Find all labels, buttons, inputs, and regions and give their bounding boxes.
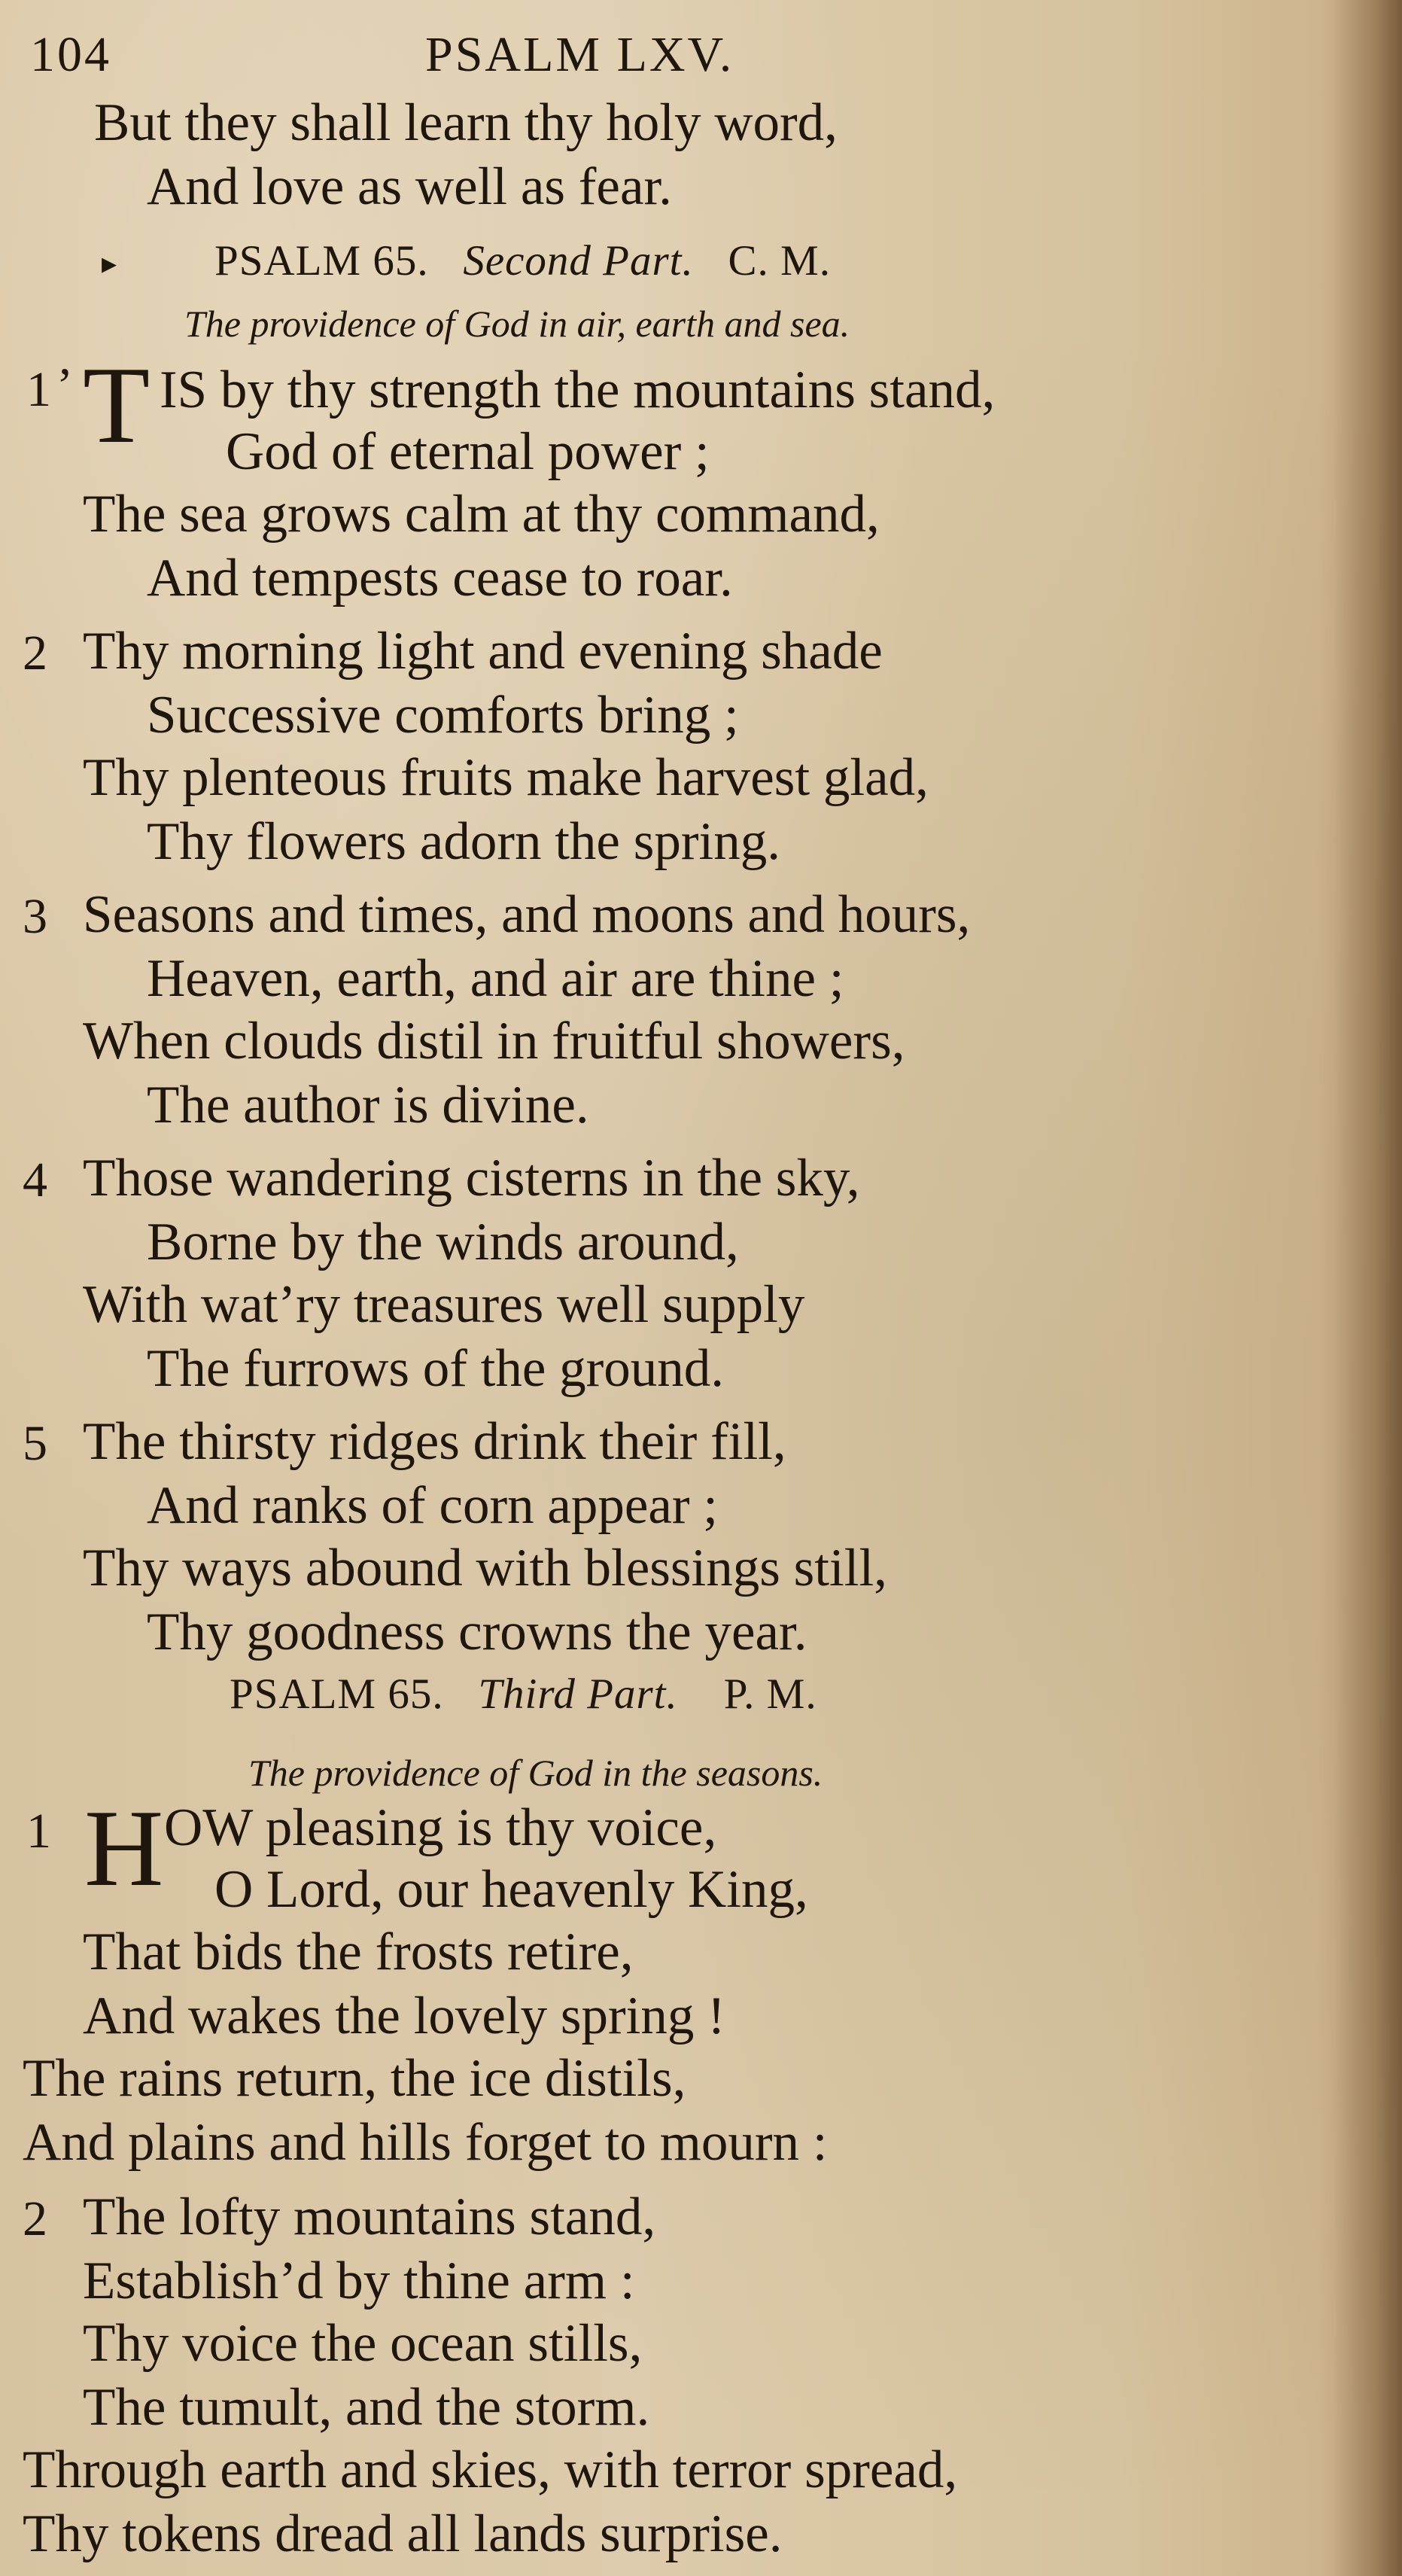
page-edge-shadow [1334, 0, 1402, 2576]
part3-stanza-1-line-1: OW pleasing is thy voice, [164, 1798, 717, 1857]
part2-stanza-4-line-4: The furrows of the ground. [147, 1339, 724, 1398]
part2-stanza-3-line-1: Seasons and times, and moons and hours, [83, 885, 971, 944]
part3-stanza-2-number: 2 [23, 2191, 47, 2246]
part3-stanza-1-number: 1 [26, 1804, 51, 1859]
part2-stanza-3-line-2: Heaven, earth, and air are thine ; [147, 949, 844, 1008]
part3-stanza-1-line-2: O Lord, our heavenly King, [214, 1860, 808, 1919]
carryover-line-1: But they shall learn thy holy word, [94, 93, 838, 152]
part3-stanza-2-line-2: Establish’d by thine arm : [83, 2252, 635, 2310]
part3-stanza-2-line-3: Thy voice the ocean stills, [83, 2314, 643, 2373]
part3-drop-cap: H [84, 1787, 164, 1909]
part2-stanza-2-line-1: Thy morning light and evening shade [83, 622, 883, 681]
part2-stanza-5-line-2: And ranks of corn appear ; [147, 1476, 719, 1535]
part3-stanza-1-line-3: That bids the frosts retire, [83, 1923, 634, 1981]
part2-stanza-4-number: 4 [23, 1153, 47, 1207]
part2-stanza-2-line-3: Thy plenteous fruits make harvest glad, [83, 748, 929, 807]
part3-heading-part: Third Part. [478, 1670, 678, 1718]
part2-drop-cap: T [83, 344, 151, 466]
part2-stanza-2-line-4: Thy flowers adorn the spring. [147, 812, 780, 871]
part2-stanza-5-line-3: Thy ways abound with blessings still, [83, 1539, 887, 1597]
part2-stanza-5-number: 5 [23, 1416, 47, 1471]
part2-stanza-1-line-3: The sea grows calm at thy command, [83, 485, 880, 544]
part3-argument: The providence of God in the seasons. [248, 1752, 823, 1794]
part2-heading [214, 237, 831, 285]
part2-stanza-3-number: 3 [23, 889, 47, 944]
part2-stanza-4-line-2: Borne by the winds around, [147, 1213, 739, 1271]
part3-heading [230, 1670, 817, 1718]
part2-heading-psalm: PSALM 65. [214, 237, 429, 285]
part2-stanza-2-number: 2 [23, 626, 47, 681]
part3-stanza-2-line-4: The tumult, and the storm. [83, 2378, 650, 2437]
carryover-line-2: And love as well as fear. [147, 157, 672, 216]
printer-mark: ▸ [102, 246, 117, 280]
part3-stanza-1-line-4: And wakes the lovely spring ! [83, 1987, 725, 2045]
part2-heading-meter: C. M. [728, 237, 831, 285]
part2-stanza-3-line-4: The author is divine. [147, 1076, 589, 1134]
part2-stanza-1-line-4: And tempests cease to roar. [147, 549, 733, 607]
part3-stanza-1-line-6: And plains and hills forget to mourn : [23, 2113, 828, 2172]
part2-stanza-1-line-1: IS by thy strength the mountains stand, [160, 361, 996, 419]
part2-stanza-1-line-2: God of eternal power ; [226, 422, 710, 481]
part2-apostrophe: ’ [56, 358, 73, 413]
part2-heading-part: Second Part. [463, 237, 694, 285]
part2-stanza-2-line-2: Successive comforts bring ; [147, 686, 739, 744]
part2-stanza-4-line-1: Those wandering cisterns in the sky, [83, 1149, 860, 1207]
part2-stanza-4-line-3: With wat’ry treasures well supply [83, 1275, 805, 1334]
part2-argument: The providence of God in air, earth and sea. [184, 303, 850, 345]
part2-stanza-5-line-1: The thirsty ridges drink their fill, [83, 1412, 786, 1471]
part3-stanza-2-line-6: Thy tokens dread all lands surprise. [23, 2504, 783, 2563]
part3-heading-psalm: PSALM 65. [230, 1670, 444, 1718]
part3-heading-meter: P. M. [723, 1670, 817, 1718]
part3-stanza-1-line-5: The rains return, the ice distils, [23, 2049, 686, 2108]
part2-stanza-1-number: 1 [26, 362, 51, 417]
running-title: PSALM LXV. [425, 27, 734, 82]
part3-stanza-2-line-5: Through earth and skies, with terror spread, [23, 2441, 958, 2499]
part3-stanza-2-line-1: The lofty mountains stand, [83, 2188, 656, 2246]
part2-stanza-3-line-3: When clouds distil in fruitful showers, [83, 1012, 905, 1070]
page-number: 104 [30, 27, 111, 82]
part2-stanza-5-line-4: Thy goodness crowns the year. [147, 1603, 807, 1661]
